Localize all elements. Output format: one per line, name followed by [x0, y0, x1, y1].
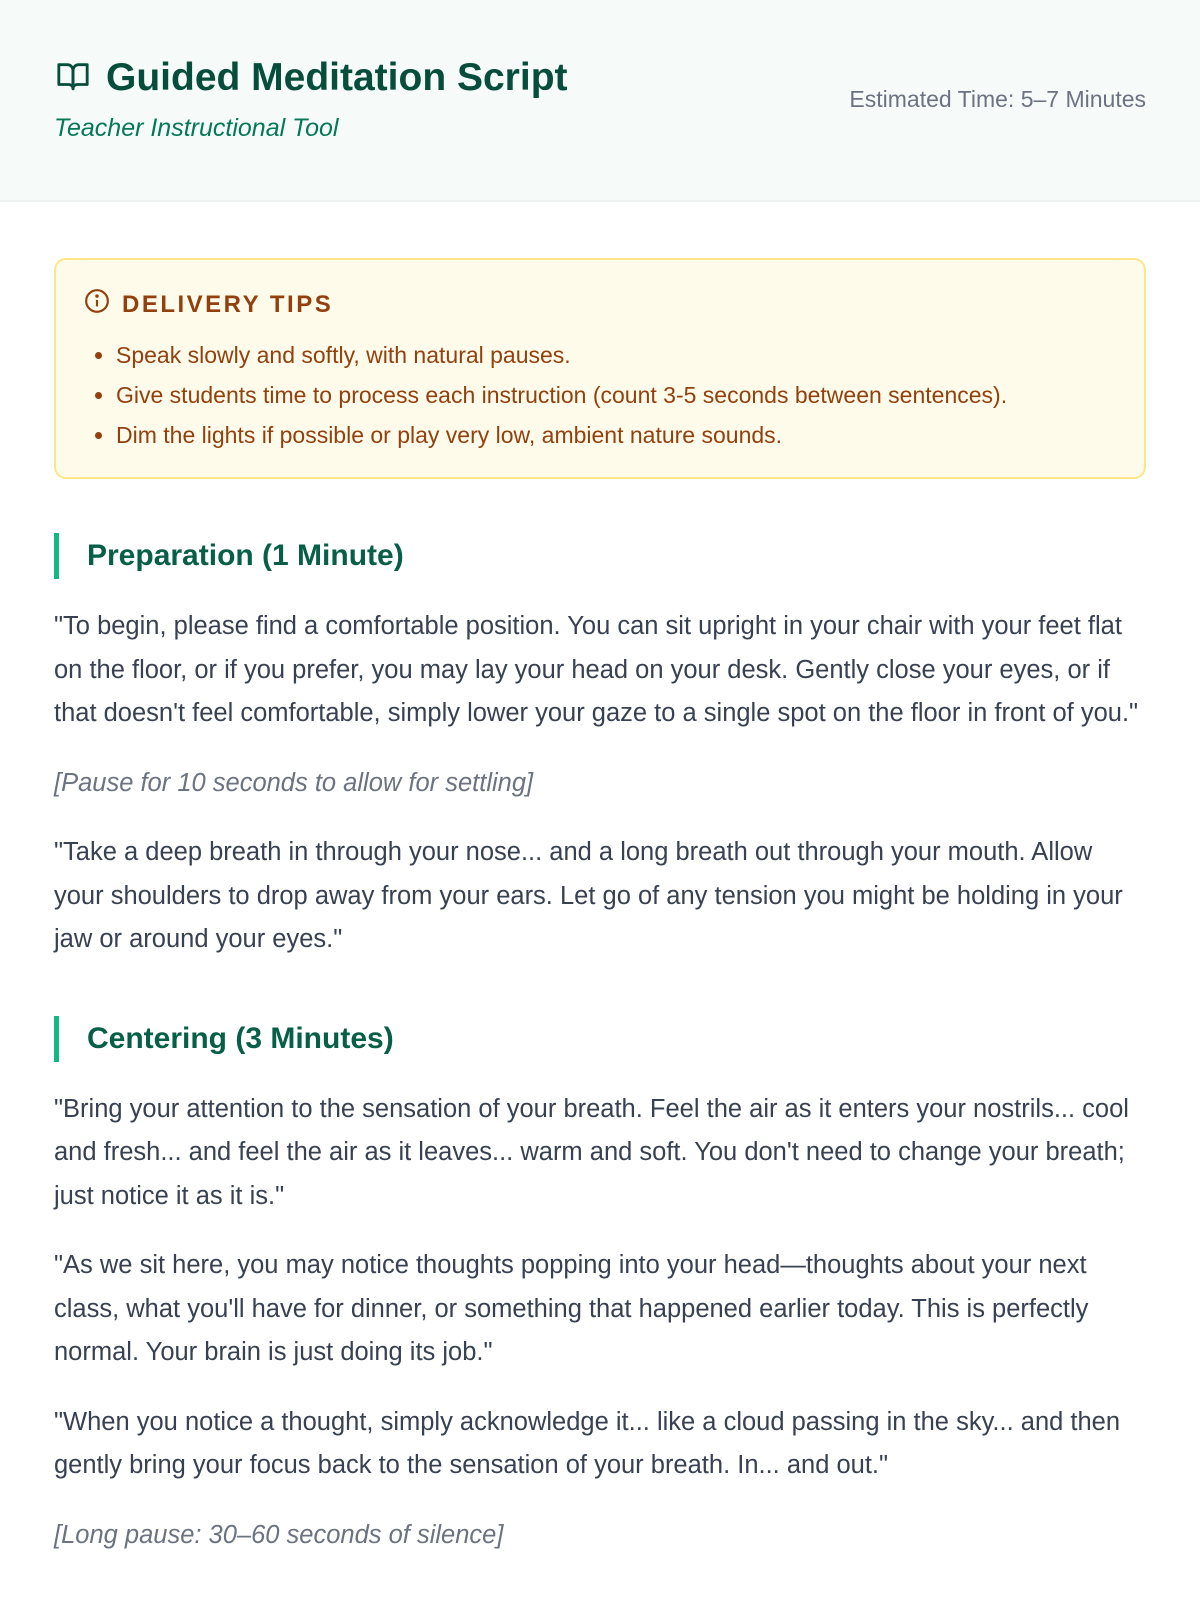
title-row	[54, 56, 568, 100]
pause-instruction: [Long pause: 30–60 seconds of silence]	[54, 1520, 504, 1549]
script-paragraph: "As we sit here, you may notice thoughts popping into your head—thoughts about your next class, what you'll have for dinner, or something that happened earlier today. This is perfectly normal. Your brain is just doing its job."	[54, 1251, 1089, 1366]
header-left	[54, 56, 568, 200]
estimated-time: Estimated Time: 5–7 Minutes	[849, 86, 1146, 112]
page-title: Guided Meditation Script	[106, 56, 568, 99]
info-icon	[84, 288, 110, 321]
page-subtitle: Teacher Instructional Tool	[54, 114, 339, 142]
section-heading: Centering (3 Minutes)	[54, 1016, 1146, 1062]
book-open-icon	[54, 59, 92, 98]
tip-item: • Speak slowly and softly, with natural pauses.	[116, 335, 1116, 375]
section-preparation	[54, 533, 1146, 962]
page-header	[0, 0, 1200, 202]
main-content	[0, 202, 1200, 1557]
script-paragraph: "Bring your attention to the sensation of your breath. Feel the air as it enters your nostrils... cool and fresh... and feel the air as it leaves... warm and soft. You don't need to change your breath; just notice it as it is."	[54, 1094, 1129, 1210]
tip-item: • Give students time to process each instruction (count 3-5 seconds between sentences).	[116, 375, 1116, 415]
section-heading: Preparation (1 Minute)	[54, 533, 1146, 579]
tips-heading: DELIVERY TIPS	[122, 290, 334, 318]
script-paragraph: "When you notice a thought, simply acknowledge it... like a cloud passing in the sky... and then gently bring your focus back to the sensation of your breath. In... and out."	[54, 1407, 1121, 1479]
tip-item: • Dim the lights if possible or play very low, ambient nature sounds.	[116, 415, 1116, 455]
script-paragraph: "To begin, please find a comfortable position. You can sit upright in your chair with your feet flat on the floor, or if you prefer, you may lay your head on your desk. Gently close your eyes, or if that doesn't feel comfortable, simply lower your gaze to a single spot on the floor in front of you."	[54, 612, 1139, 727]
section-centering	[54, 1016, 1146, 1558]
tips-list	[84, 335, 1116, 455]
delivery-tips-box	[54, 258, 1146, 479]
pause-instruction: [Pause for 10 seconds to allow for settling]	[54, 768, 534, 797]
script-paragraph: "Take a deep breath in through your nose... and a long breath out through your mouth. Allow your shoulders to drop away from your ears. Let go of any tension you might be holding in your jaw or around your eyes."	[54, 838, 1123, 953]
tips-heading-row	[84, 288, 1116, 321]
